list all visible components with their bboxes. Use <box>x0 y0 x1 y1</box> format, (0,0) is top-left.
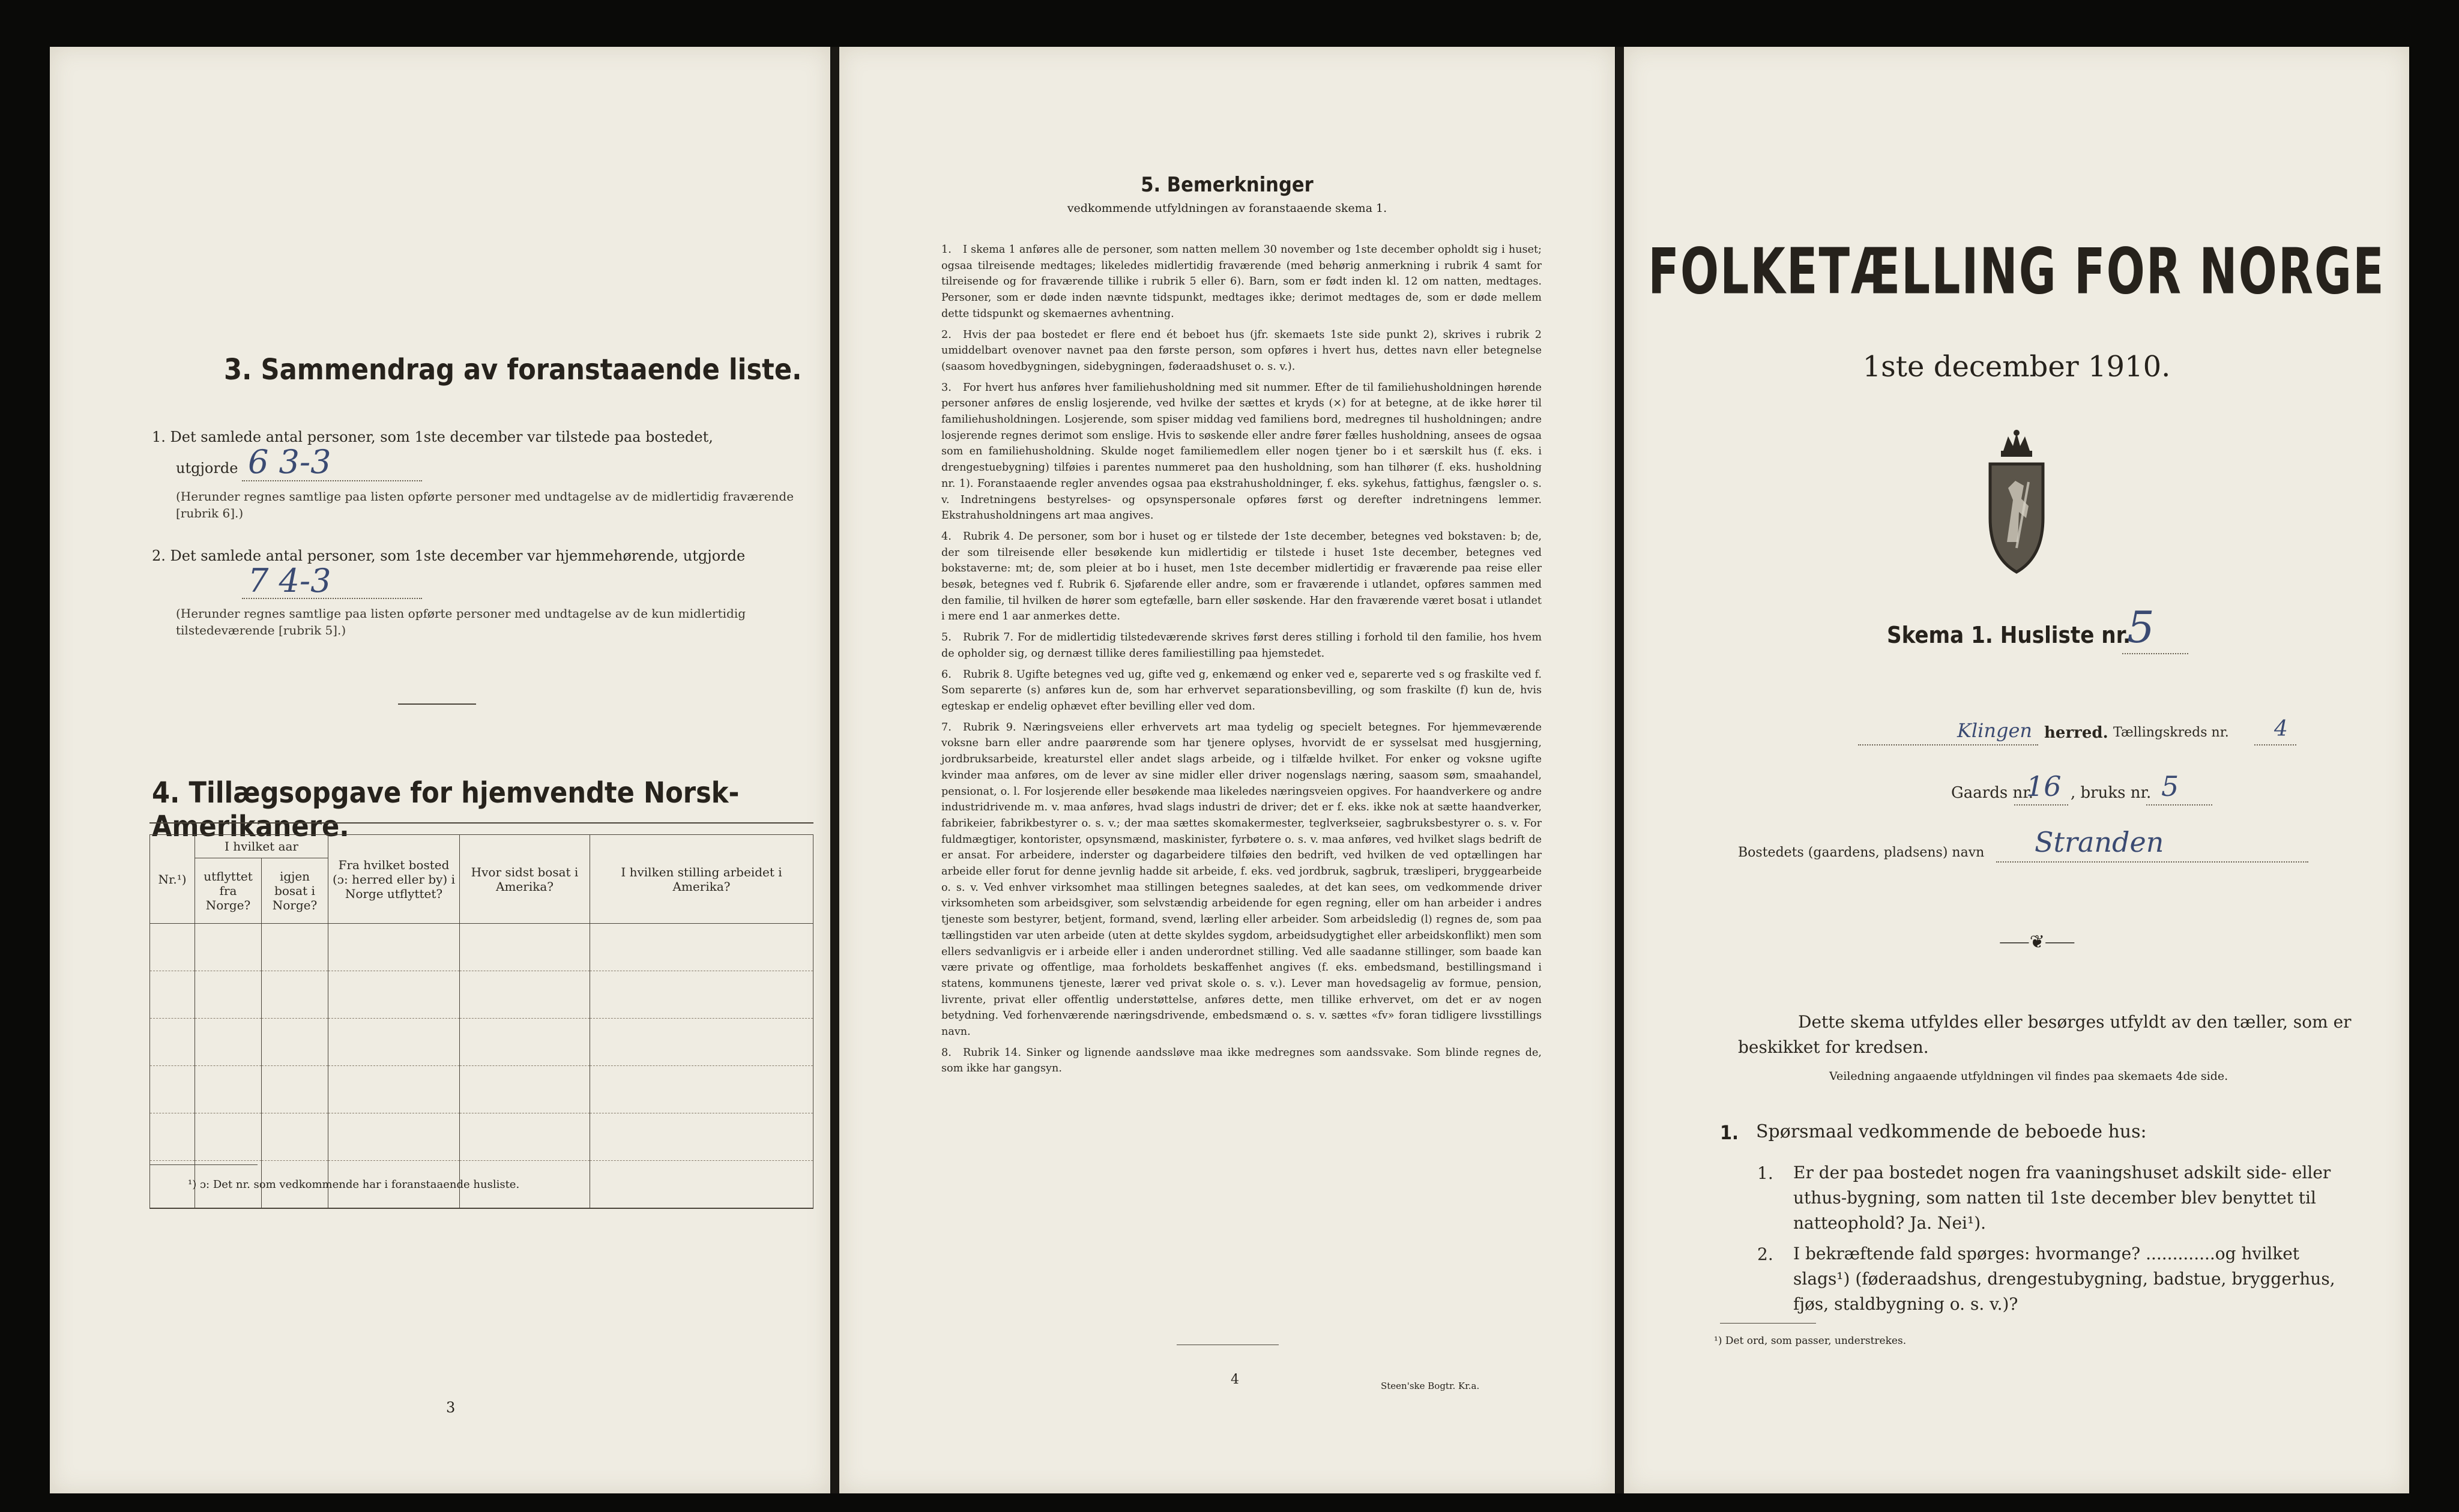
bruks-label: , bruks nr. <box>2071 784 2152 802</box>
intro-text: Dette skema utfyldes eller besørges utfyldt av den tæller, som er beskikket for kredsen. <box>1738 1012 2352 1057</box>
col-hvor-bosat: Hvor sidst bosat i Amerika? <box>460 835 590 924</box>
kreds-value: 4 <box>2274 717 2288 741</box>
remarks-list <box>941 242 1542 1082</box>
page-1-cover <box>1624 47 2409 1493</box>
section-3-title: 3. Sammendrag av foranstaaende liste. <box>224 353 802 387</box>
remark-6: 6. Rubrik 8. Ugifte betegnes ved ug, gifte ved g, enkemænd og enker ved e, separerte ved s og fraskilte ved f. Som separerte (s) anføres kun de, som har erhvervet separationsbevilling, og som fraskilte (f) kun de, hvis egteskap er endelig ophævet efter bevilling eller ved dom. <box>941 668 1542 712</box>
col-nr: Nr.¹) <box>150 835 195 924</box>
herred-label: herred. <box>2044 724 2108 742</box>
item-1-utgjorde: utgjorde <box>176 460 238 477</box>
gaards-label: Gaards nr. <box>1951 784 2034 802</box>
census-title: FOLKETÆLLING FOR NORGE <box>1648 234 2385 309</box>
table-row <box>150 971 813 1019</box>
ornament-divider: ⸺❦⸺ <box>1999 932 2075 953</box>
bosted-label: Bostedets (gaardens, pladsens) navn <box>1738 845 1985 860</box>
table-row <box>150 1066 813 1113</box>
kreds-label: Tællingskreds nr. <box>2113 725 2229 740</box>
page-number: 4 <box>1231 1372 1239 1387</box>
col-igjen-bosat: igjen bosat i Norge? <box>262 858 328 924</box>
item-2-value: 7 4-3 <box>248 562 331 600</box>
remark-3: 3. For hvert hus anføres hver familiehusholdning med sit nummer. Efter de til familiehusholdningen hørende personer anføres de enslig losjerende, ved hvilke der sættes et kryds (×) for at betegne, at de ikke hører til familiehusholdningen. Losjerende, som spiser middag ved familiens bord, medregnes til husholdningen; andre losjerende regnes derimot som enslige. Hvis to søskende eller andre fører fælles husholdning, ansees de ogsaa som en familiehusholdning. Skulde noget familiemedlem eller nogen tjener bo i et særskilt hus (f. eks. i drengestuebygning) tilføies i parentes nummeret paa den husholdning, som han tilhører (f. eks. husholdning nr. 1). Foranstaaende regler anvendes ogsaa paa ekstrahusholdninger, f. eks. sykehus, fattighus, fængsler o. s. v. Indretningens bestyrelses- og opsynspersonale opføres først og derefter indretningens lemmer. Ekstrahusholdningens art maa angives. <box>941 381 1542 522</box>
page-number: 3 <box>446 1399 456 1416</box>
col-fra-bosted: Fra hvilket bosted (ɔ: herred eller by) i Norge utflyttet? <box>328 835 460 924</box>
table-row <box>150 1113 813 1161</box>
col-utflyttet: utflyttet fra Norge? <box>195 858 262 924</box>
bruks-value: 5 <box>2161 770 2179 803</box>
husliste-nr-value: 5 <box>2127 602 2155 652</box>
section-4-title: 4. Tillægsopgave for hjemvendte Norsk-Amerikanere. <box>152 776 740 843</box>
question-2-number: 2. <box>1757 1244 1773 1264</box>
page-4 <box>839 47 1615 1493</box>
item-2-text: 2. Det samlede antal personer, som 1ste december var hjemmehørende, utgjorde <box>152 547 746 564</box>
remarks-title: 5. Bemerkninger <box>1141 173 1314 197</box>
page-3 <box>50 47 830 1493</box>
remark-5: 5. Rubrik 7. For de midlertidig tilstedeværende skrives først deres stilling i forhold til den familie, hos hvem de opholder sig, og dernæst tillike deres familiestilling paa hjemstedet. <box>941 631 1542 660</box>
skema-label: Skema 1. Husliste nr. <box>1887 622 2131 648</box>
remark-7: 7. Rubrik 9. Næringsveiens eller erhvervets art maa tydelig og specielt betegnes. For hjemmeværende voksne barn eller andre paarørende som har tjenere oplyses, hvorvidt de er sysselsat med husgjerning, jordbruksarbeide, kreaturstel eller andet slags arbeide, og i tilfælde hvilket. For enker og voksne ugifte kvinder maa anføres, om de lever av sine midler eller driver nogenslags næring, saasom søm, smaahandel, pensionat, o. l. For losjerende eller besøkende maa likeledes næringsveien opgives. For haandverkere og andre industridrivende m. v. maa anføres, hvad slags industri de driver; det er f. eks. ikke nok at sætte haandverker, fabrikeier, fabrikbestyrer o. s. v.; der maa sættes skomakermester, teglverkseier, sagbruksbestyrer o. s. v. For fuldmægtiger, kontorister, opsynsmænd, maskinister, fyrbøtere o. s. v. maa anføres, ved hvilket slags bedrift de er ansat. For arbeidere, inderster og dagarbeidere tilføies den bedrift, ved hvilken de ved optællingen har arbeide eller forut for denne jevnlig hadde sit arbeide, f. eks. ved jordbruk, sagbruk, træsliperi, bryggearbeide o. s. v. Ved enhver virksomhet maa stillingen betegnes saaledes, at det kan sees, om vedkommende driver virksomheten som arbeidsgiver, som selvstændig arbeidende for egen regning, eller om han arbeider i andres tjeneste som bestyrer, betjent, formand, svend, lærling eller arbeider. Som arbeidsledig (l) regnes de, som paa tællingstiden var uten arbeide (uten at dette skyldes sygdom, arbeidsudygtighet eller arbeidskonflikt) men som ellers sedvanligvis er i arbeide eller i anden underordnet stilling. Ved alle saadanne stillinger, som baade kan være private og offentlige, maa forholdets beskaffenhet angives (f. eks. embedsmand, bestillingsmand i statens, kommunens tjeneste, lærer ved privat skole o. s. v.). Lever man hovedsagelig av formue, pension, livrente, privat eller offentlig understøttelse, anføres dette, men tillike erhvervet, om det er av nogen betydning. Ved forhenværende næringsdrivende, embedsmænd o. s. v. sættes «fv» foran tidligere livsstillings navn. <box>941 721 1542 1038</box>
herred-value: Klingen <box>1957 719 2033 742</box>
remark-8: 8. Rubrik 14. Sinker og lignende aandssløve maa ikke medregnes som aandssvake. Som blinde regnes de, som ikke har gangsyn. <box>941 1046 1542 1075</box>
remark-2: 2. Hvis der paa bostedet er flere end ét beboet hus (jfr. skemaets 1ste side punkt 2), skrives i rubrik 2 umiddelbart ovenover navnet paa den første person, som opføres i hvert hus, dettes navn eller betegnelse (saasom hovedbygningen, sidebygningen, føderaadshuset o. s. v.). <box>941 328 1542 373</box>
table-footnote: ¹) ɔ: Det nr. som vedkommende har i foranstaaende husliste. <box>188 1178 520 1191</box>
table-row <box>150 1019 813 1066</box>
col-stilling: I hvilken stilling arbeidet i Amerika? <box>590 835 813 924</box>
item-2-note: (Herunder regnes samtlige paa listen opførte personer med undtagelse av de kun midlertidig tilstedeværende [rubrik 5].) <box>176 606 746 637</box>
table-row <box>150 924 813 971</box>
remark-1: 1. I skema 1 anføres alle de personer, som natten mellem 30 november og 1ste december opholdt sig i huset; ogsaa tilreisende medtages; likeledes midlertidig fraværende (med behørig anmerkning i rubrik 4 samt for tilreisende og for fraværende tillike i rubrik 5 eller 6). Barn, som er født inden kl. 12 om natten, medtages. Personer, som er døde inden nævnte tidspunkt, medtages ikke; derimot medtages de, som er døde mellem dette tidspunkt og skemaernes avhentning. <box>941 244 1542 320</box>
questions-number: 1. <box>1720 1121 1739 1144</box>
questions-heading: Spørsmaal vedkommende de beboede hus: <box>1756 1121 2147 1142</box>
question-2-text: I bekræftende fald spørges: hvormange? .............og hvilket slags¹) (føderaadshus, drengestubygning, badstue, bryggerhus, fjøs, staldbygning o. s. v.)? <box>1793 1244 2335 1314</box>
norsk-amerikanere-table <box>149 834 813 1209</box>
veiledning-text: Veiledning angaaende utfyldningen vil findes paa skemaets 4de side. <box>1829 1070 2228 1083</box>
remarks-subtitle: vedkommende utfyldningen av foranstaaende skema 1. <box>1067 202 1387 215</box>
question-1-text: Er der paa bostedet nogen fra vaaningshuset adskilt side- eller uthus-bygning, som natten til 1ste december blev benyttet til natteophold? Ja. Nei¹). <box>1793 1163 2331 1233</box>
printer-mark: Steen'ske Bogtr. Kr.a. <box>1381 1381 1480 1391</box>
remark-4: 4. Rubrik 4. De personer, som bor i huset og er tilstede der 1ste december, betegnes ved bokstaven: b; de, der som tilreisende eller besøkende kun midlertidig er tilstede i huset 1ste december, betegnes ved bokstaverne: mt; de, som pleier at bo i huset, men 1ste december midlertidig er fraværende paa reise eller besøk, betegnes ved f. Rubrik 6. Sjøfarende eller andre, som er fraværende i utlandet, opføres sammen med den familie, til hvilken de hører som egtefælle, barn eller søskende. Har den fraværende været bosat i utlandet i mere end 1 aar anmerkes dette. <box>941 530 1542 623</box>
item-1-text: 1. Det samlede antal personer, som 1ste december var tilstede paa bostedet, <box>152 429 713 445</box>
item-1-value: 6 3-3 <box>248 443 331 481</box>
coat-of-arms-icon <box>1979 428 2054 578</box>
gaards-value: 16 <box>2026 770 2062 803</box>
question-1-number: 1. <box>1757 1163 1773 1183</box>
item-1-note: (Herunder regnes samtlige paa listen opførte personer med undtagelse av de midlertidig fraværende [rubrik 6].) <box>176 489 794 520</box>
col-group-aar: I hvilket aar <box>195 835 328 858</box>
bosted-value: Stranden <box>2035 826 2164 858</box>
cover-footnote: ¹) Det ord, som passer, understrekes. <box>1714 1335 1907 1347</box>
census-date: 1ste december 1910. <box>1862 350 2171 384</box>
